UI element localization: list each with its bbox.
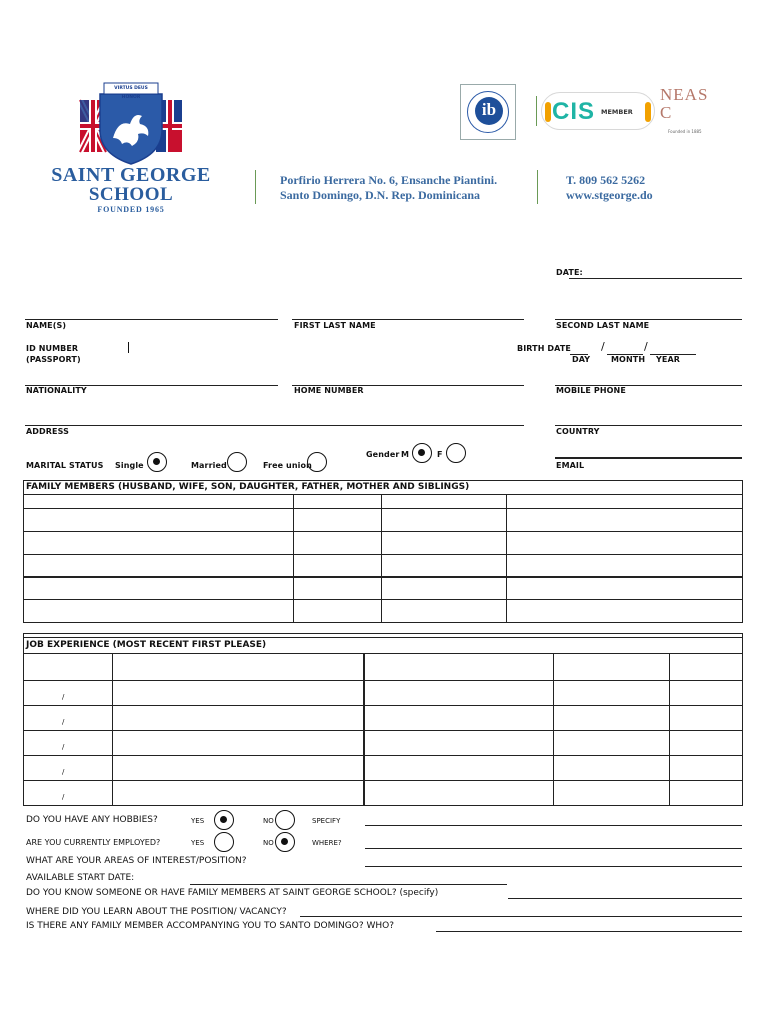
country-field[interactable] — [555, 425, 742, 426]
second-last-name-label: SECOND LAST NAME — [556, 321, 650, 330]
know-someone-question: DO YOU KNOW SOMEONE OR HAVE FAMILY MEMBERS AT SAINT GEORGE SCHOOL? (specify) — [26, 888, 439, 898]
employed-yes-radio[interactable] — [214, 832, 234, 852]
learn-about-field[interactable] — [300, 916, 742, 917]
employed-question: ARE YOU CURRENTLY EMPLOYED? — [26, 838, 161, 847]
email-top-line — [555, 457, 742, 459]
address-field[interactable] — [25, 425, 524, 426]
hobbies-question: DO YOU HAVE ANY HOBBIES? — [26, 815, 158, 825]
school-contact — [566, 173, 653, 203]
ib-logo-text: ib — [481, 100, 497, 119]
hobbies-no-label: NO — [263, 817, 274, 825]
job-row-divider-5 — [24, 780, 742, 781]
family-col-divider-3 — [506, 494, 507, 622]
school-address — [280, 173, 497, 203]
neasc-logo-sub: Founded in 1885 — [668, 129, 702, 134]
country-label: COUNTRY — [556, 427, 600, 436]
gender-m-label: M — [401, 450, 410, 459]
address-label: ADDRESS — [26, 427, 69, 436]
job-date-sep-4: / — [62, 768, 65, 776]
single-radio[interactable] — [147, 452, 167, 472]
hobbies-specify-field[interactable] — [365, 825, 742, 826]
interest-field[interactable] — [365, 866, 742, 867]
names-field[interactable] — [25, 319, 278, 320]
job-date-sep-2: / — [62, 718, 65, 726]
job-row-divider-4 — [24, 755, 742, 756]
school-phone: T. 809 562 5262 — [566, 173, 646, 187]
gender-f-radio[interactable] — [446, 443, 466, 463]
free-union-radio[interactable] — [307, 452, 327, 472]
family-row-divider-2 — [24, 531, 742, 532]
employed-no-label: NO — [263, 839, 274, 847]
second-last-name-field[interactable] — [555, 319, 742, 320]
neasc-logo — [660, 86, 716, 136]
start-date-field[interactable] — [190, 884, 507, 885]
job-row-divider-3 — [24, 730, 742, 731]
married-radio[interactable] — [227, 452, 247, 472]
cis-logo — [541, 92, 655, 130]
year-label: YEAR — [656, 355, 681, 364]
job-header-divider — [24, 653, 742, 654]
header-divider-2 — [537, 170, 538, 204]
date-field[interactable] — [569, 278, 742, 279]
married-label: Married — [191, 461, 227, 470]
first-last-name-label: FIRST LAST NAME — [294, 321, 376, 330]
gender-label: Gender — [366, 450, 400, 459]
accompanying-question: IS THERE ANY FAMILY MEMBER ACCOMPANYING YOU TO SANTO DOMINGO? WHO? — [26, 921, 394, 931]
nationality-label: NATIONALITY — [26, 386, 87, 395]
hobbies-yes-label: YES — [191, 817, 205, 825]
job-col-divider-2 — [363, 653, 365, 805]
marital-status-label: MARITAL STATUS — [26, 461, 104, 470]
date-label: DATE: — [556, 268, 583, 277]
job-row-divider-2 — [24, 705, 742, 706]
job-experience-table — [23, 633, 743, 806]
names-label: NAME(S) — [26, 321, 67, 330]
gender-f-label: F — [437, 450, 443, 459]
day-label: DAY — [572, 355, 591, 364]
job-row-divider-1 — [24, 680, 742, 681]
gender-m-radio[interactable] — [412, 443, 432, 463]
family-col-divider-2 — [381, 494, 382, 622]
family-row-divider-3 — [24, 554, 742, 555]
family-col-divider-1 — [293, 494, 294, 622]
job-date-sep-5: / — [62, 793, 65, 801]
school-name-line2: SCHOOL — [88, 184, 174, 205]
interest-question: WHAT ARE YOUR AREAS OF INTEREST/POSITION? — [26, 856, 247, 866]
birth-date-label: BIRTH DATE — [517, 344, 571, 353]
job-date-sep-1: / — [62, 693, 65, 701]
job-date-sep-3: / — [62, 743, 65, 751]
employed-no-radio[interactable] — [275, 832, 295, 852]
ib-logo — [460, 84, 516, 140]
job-col-divider-3 — [553, 653, 554, 805]
family-members-title: FAMILY MEMBERS (HUSBAND, WIFE, SON, DAUGHTER, FATHER, MOTHER AND SIBLINGS) — [26, 482, 470, 492]
family-row-divider-4 — [24, 576, 742, 578]
accompanying-field[interactable] — [436, 931, 742, 932]
neasc-logo-text: NEASC — [660, 85, 709, 122]
employed-yes-label: YES — [191, 839, 205, 847]
hobbies-yes-radio[interactable] — [214, 810, 234, 830]
job-experience-title: JOB EXPERIENCE (MOST RECENT FIRST PLEASE) — [26, 640, 267, 650]
school-founded: FOUNDED 1965 — [97, 205, 165, 214]
birth-date-slash-2: / — [644, 340, 648, 353]
learn-about-question: WHERE DID YOU LEARN ABOUT THE POSITION/ VACANCY? — [26, 907, 287, 917]
family-row-divider-1 — [24, 508, 742, 509]
address-line-1: Porfirio Herrera No. 6, Ensanche Piantini. — [280, 173, 498, 187]
passport-label: (PASSPORT) — [26, 355, 81, 364]
job-col-divider-4 — [669, 653, 670, 805]
crest-motto: VIRTUS DEUS HONOR — [114, 86, 148, 100]
cis-logo-text: CIS — [552, 98, 596, 125]
family-members-table — [23, 480, 743, 623]
free-union-label: Free union — [263, 461, 312, 470]
address-line-2: Santo Domingo, D.N. Rep. Dominicana — [280, 188, 481, 202]
employed-where-field[interactable] — [365, 848, 742, 849]
cis-logo-sub: MEMBER — [601, 108, 633, 116]
job-col-divider-1 — [112, 653, 113, 805]
header-divider-1 — [255, 170, 256, 204]
school-name — [40, 166, 222, 216]
home-number-label: HOME NUMBER — [294, 386, 364, 395]
logo-divider — [536, 96, 537, 126]
school-name-line1: SAINT GEORGE — [51, 164, 211, 186]
employed-where-label: WHERE? — [312, 839, 342, 847]
month-label: MONTH — [611, 355, 646, 364]
family-header-divider — [24, 494, 742, 495]
hobbies-no-radio[interactable] — [275, 810, 295, 830]
email-label: EMAIL — [556, 461, 585, 470]
id-number-cursor[interactable] — [128, 342, 129, 353]
school-crest — [78, 80, 184, 166]
id-number-label: ID NUMBER — [26, 344, 79, 353]
mobile-phone-label: MOBILE PHONE — [556, 386, 626, 395]
start-date-question: AVAILABLE START DATE: — [26, 873, 135, 883]
birth-date-slash-1: / — [601, 340, 605, 353]
job-title-top-line — [24, 637, 742, 638]
school-website: www.stgeorge.do — [566, 188, 653, 202]
know-someone-field[interactable] — [508, 898, 742, 899]
first-last-name-field[interactable] — [292, 319, 524, 320]
hobbies-specify-label: SPECIFY — [312, 817, 341, 825]
family-row-divider-5 — [24, 599, 742, 600]
single-label: Single — [115, 461, 144, 470]
